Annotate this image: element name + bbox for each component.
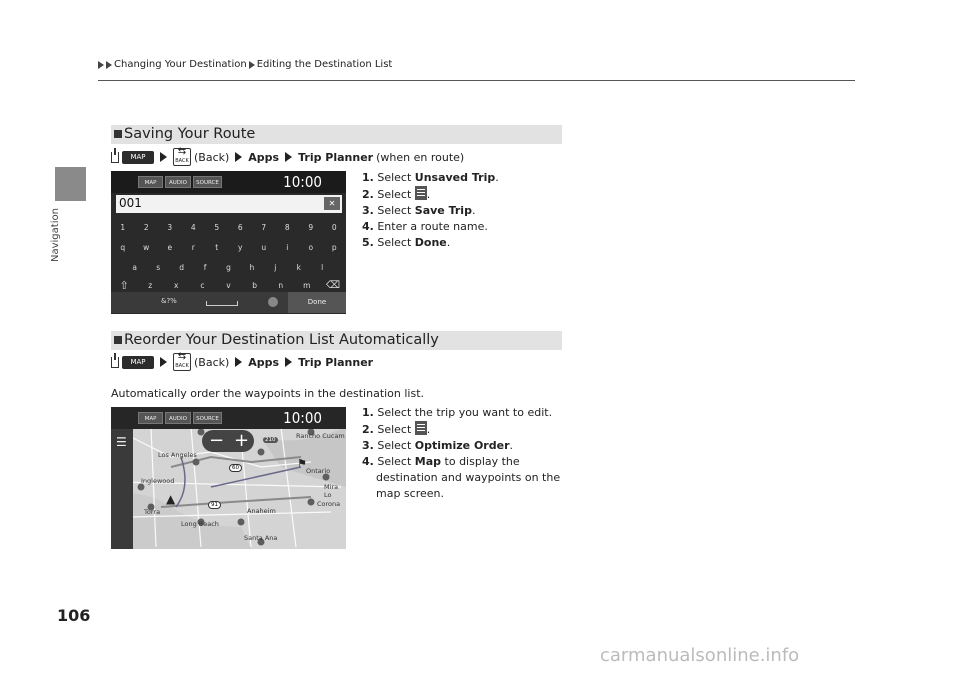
- key[interactable]: g: [226, 262, 231, 272]
- key[interactable]: u: [261, 242, 267, 252]
- place-label: Long Beach: [181, 520, 219, 528]
- key[interactable]: 2: [143, 222, 149, 232]
- clear-icon[interactable]: ✕: [324, 197, 340, 210]
- step-number: 4.: [362, 455, 374, 468]
- key[interactable]: n: [278, 280, 284, 290]
- step-term: Save Trip: [414, 204, 472, 217]
- step-item: [362, 421, 562, 438]
- step-text: .: [446, 236, 451, 249]
- key[interactable]: s: [156, 262, 161, 272]
- step-text: Select the trip you want to edit.: [377, 406, 553, 419]
- key-row-middle: [111, 257, 346, 277]
- step-item: [362, 186, 499, 203]
- step-item: [362, 219, 499, 235]
- step-text: .: [495, 171, 499, 184]
- screen-clock: 10:00: [283, 409, 322, 427]
- place-label: Anaheim: [247, 507, 276, 515]
- step-number: 4.: [362, 220, 374, 233]
- done-key[interactable]: Done: [288, 292, 346, 313]
- map-screenshot: [111, 407, 346, 549]
- route-shield: 210: [265, 437, 276, 443]
- key[interactable]: j: [274, 262, 277, 272]
- step-text: .: [471, 204, 476, 217]
- screen-audio-button[interactable]: AUDIO: [165, 176, 191, 188]
- step-number: 1.: [362, 406, 374, 419]
- apps-label: Apps: [248, 150, 280, 164]
- screen-source-button[interactable]: SOURCE: [193, 412, 222, 424]
- steps-list: [362, 170, 499, 251]
- screen-clock: 10:00: [283, 173, 322, 191]
- section-heading: [111, 125, 562, 144]
- screen-header: [111, 407, 346, 429]
- breadcrumb-arrow-icon: [106, 61, 112, 69]
- route-name-input[interactable]: [116, 195, 342, 213]
- step-text: Select: [377, 439, 415, 452]
- place-label: Ontario: [306, 467, 331, 475]
- key[interactable]: i: [286, 242, 289, 252]
- step-item: [362, 170, 499, 186]
- arrow-icon: [160, 357, 167, 367]
- step-item: [362, 203, 499, 219]
- key[interactable]: 1: [120, 222, 126, 232]
- key[interactable]: e: [167, 242, 173, 252]
- home-icon: [111, 357, 119, 368]
- breadcrumb-item[interactable]: Changing Your Destination: [114, 59, 247, 70]
- step-text: Enter a route name.: [377, 220, 488, 233]
- map-side-panel: [111, 429, 133, 549]
- key[interactable]: r: [191, 242, 195, 252]
- breadcrumb-item[interactable]: Editing the Destination List: [256, 59, 393, 70]
- key[interactable]: v: [226, 280, 231, 290]
- key[interactable]: 4: [190, 222, 196, 232]
- nav-suffix: (when en route): [376, 150, 465, 164]
- key-row-numbers: [111, 217, 346, 237]
- key[interactable]: 7: [261, 222, 267, 232]
- key[interactable]: z: [148, 280, 153, 290]
- zoom-controls: [202, 430, 254, 452]
- arrow-icon: [235, 357, 242, 367]
- steps-list: [362, 405, 562, 502]
- screen-map-button[interactable]: MAP: [138, 176, 163, 188]
- screen-audio-button[interactable]: AUDIO: [165, 412, 191, 424]
- voice-key-icon[interactable]: [268, 297, 278, 307]
- key[interactable]: a: [132, 262, 138, 272]
- space-key-icon[interactable]: [206, 301, 238, 306]
- backspace-key-icon[interactable]: ⌫: [325, 279, 340, 291]
- shift-key-icon[interactable]: ⇧: [119, 278, 129, 292]
- trip-planner-label: Trip Planner: [298, 150, 374, 164]
- step-number: 3.: [362, 204, 374, 217]
- home-icon: [111, 152, 119, 163]
- key[interactable]: o: [308, 242, 314, 252]
- key[interactable]: h: [249, 262, 255, 272]
- key[interactable]: q: [120, 242, 126, 252]
- key[interactable]: 5: [214, 222, 220, 232]
- square-bullet-icon: [114, 130, 122, 138]
- key-row-top: [111, 237, 346, 257]
- step-item: [362, 438, 562, 454]
- key[interactable]: k: [296, 262, 301, 272]
- map-button: MAP: [122, 151, 154, 164]
- key[interactable]: f: [203, 262, 207, 272]
- keyboard-screenshot: [111, 171, 346, 314]
- section-heading: [111, 331, 562, 350]
- map-button: MAP: [122, 356, 154, 369]
- step-number: 2.: [362, 188, 374, 201]
- key[interactable]: b: [252, 280, 257, 290]
- step-text: .: [426, 188, 431, 201]
- step-item: [362, 454, 562, 502]
- place-label: Rancho Cucam: [296, 432, 345, 440]
- step-item: [362, 235, 499, 251]
- step-term: Map: [414, 455, 442, 468]
- back-icon: ⇆ BACK: [173, 148, 191, 166]
- step-text: Select: [377, 423, 415, 436]
- list-icon: [415, 186, 427, 200]
- key[interactable]: 3: [167, 222, 173, 232]
- place-label: Inglewood: [141, 477, 175, 485]
- back-text: (Back): [194, 355, 230, 369]
- step-text: to display the destination and waypoints on the map screen.: [376, 455, 561, 500]
- arrow-icon: [285, 152, 292, 162]
- section-title: Saving Your Route: [124, 126, 256, 142]
- key[interactable]: m: [303, 280, 311, 290]
- key[interactable]: 0: [331, 222, 337, 232]
- step-term: Done: [414, 236, 447, 249]
- section-label: Navigation: [50, 208, 61, 262]
- route-name-value: 001: [119, 196, 142, 210]
- step-text: Select: [377, 188, 415, 201]
- menu-icon[interactable]: ☰: [116, 435, 127, 449]
- key[interactable]: x: [174, 280, 179, 290]
- back-text: (Back): [194, 150, 230, 164]
- key[interactable]: 6: [237, 222, 243, 232]
- route-shield: 60: [229, 464, 242, 472]
- nav-path: [111, 148, 464, 166]
- watermark: carmanualsonline.info: [600, 645, 800, 666]
- place-label: Torra: [144, 508, 161, 516]
- place-label: Santa Ana: [244, 534, 278, 542]
- apps-label: Apps: [248, 355, 280, 369]
- breadcrumb: [98, 59, 392, 70]
- zoom-out-icon[interactable]: −: [209, 430, 225, 451]
- step-term: Optimize Order: [414, 439, 510, 452]
- route-shield: 91: [208, 501, 221, 509]
- destination-flag-icon: ⚑: [297, 457, 307, 470]
- key[interactable]: d: [179, 262, 184, 272]
- step-text: Select: [377, 204, 415, 217]
- step-number: 1.: [362, 171, 374, 184]
- arrow-icon: [285, 357, 292, 367]
- nav-path: [111, 353, 373, 371]
- section-intro: Automatically order the waypoints in the destination list.: [111, 387, 425, 400]
- breadcrumb-arrow-icon: [98, 61, 104, 69]
- key[interactable]: 8: [284, 222, 290, 232]
- step-text: Select: [377, 455, 415, 468]
- key[interactable]: c: [200, 280, 205, 290]
- key[interactable]: y: [238, 242, 243, 252]
- section-title: Reorder Your Destination List Automatically: [124, 332, 439, 348]
- trip-planner-label: Trip Planner: [298, 355, 374, 369]
- step-text: .: [509, 439, 513, 452]
- step-number: 3.: [362, 439, 374, 452]
- list-icon: [415, 421, 427, 435]
- breadcrumb-arrow-icon: [249, 61, 255, 69]
- step-text: Select: [377, 236, 415, 249]
- page-number: 106: [57, 606, 91, 625]
- step-number: 2.: [362, 423, 374, 436]
- key[interactable]: p: [331, 242, 337, 252]
- header-rule: [98, 80, 855, 81]
- step-term: Unsaved Trip: [414, 171, 496, 184]
- screen-map-button[interactable]: MAP: [138, 412, 163, 424]
- step-item: [362, 405, 562, 421]
- zoom-in-icon[interactable]: +: [234, 430, 250, 451]
- step-number: 5.: [362, 236, 374, 249]
- place-label: Mira Lo: [324, 483, 339, 499]
- place-label: Corona: [317, 500, 341, 508]
- key[interactable]: w: [143, 242, 150, 252]
- screen-source-button[interactable]: SOURCE: [193, 176, 222, 188]
- arrow-icon: [160, 152, 167, 162]
- key[interactable]: t: [215, 242, 219, 252]
- arrow-icon: [235, 152, 242, 162]
- vehicle-position-icon: ▲: [166, 492, 176, 506]
- symbols-key[interactable]: &?%: [161, 297, 177, 305]
- section-tab: [55, 167, 86, 201]
- step-text: Select: [377, 171, 415, 184]
- back-icon: ⇆ BACK: [173, 353, 191, 371]
- place-label: Los Angeles: [158, 451, 197, 459]
- key[interactable]: 9: [308, 222, 314, 232]
- screen-header: [111, 171, 346, 193]
- square-bullet-icon: [114, 336, 122, 344]
- step-text: .: [426, 423, 431, 436]
- key[interactable]: l: [321, 262, 324, 272]
